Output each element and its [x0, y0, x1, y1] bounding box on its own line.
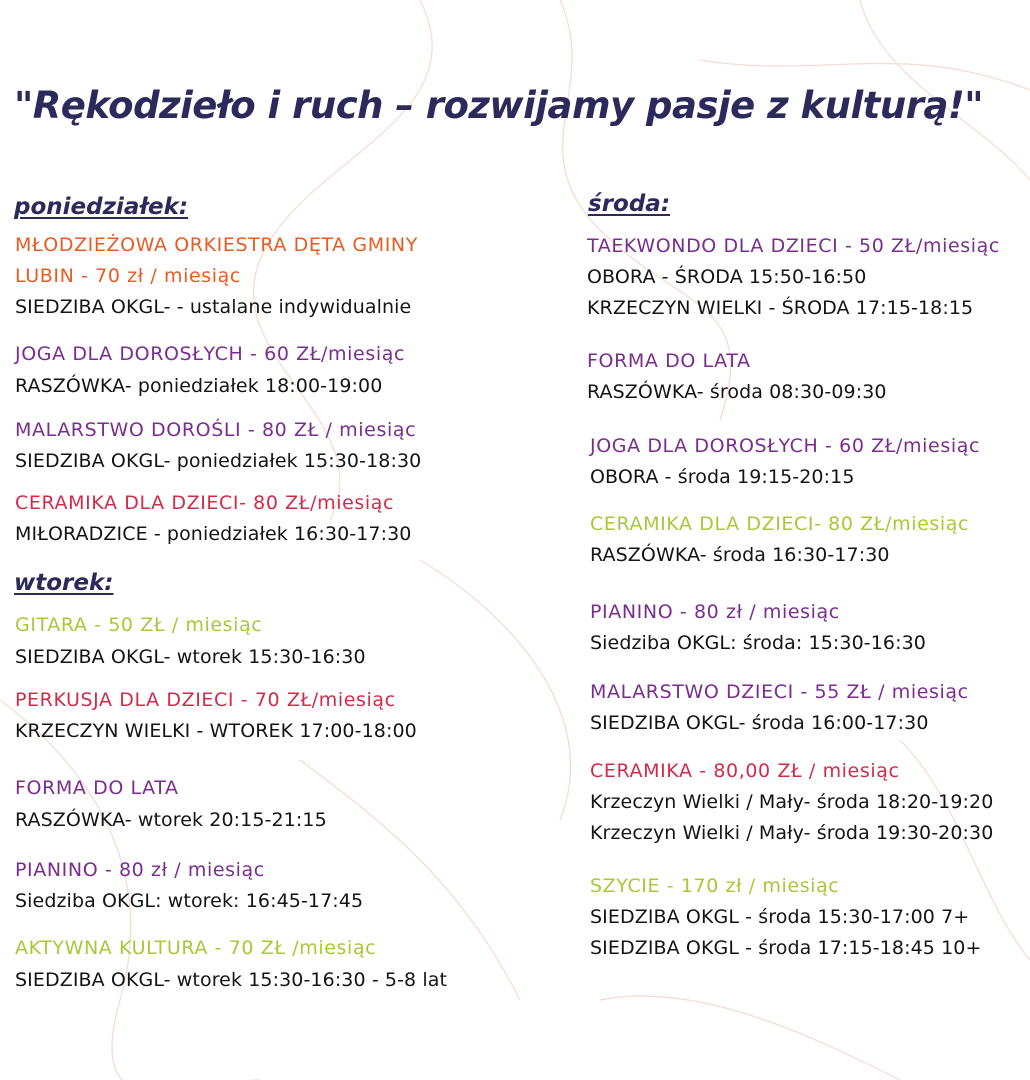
class-name: FORMA DO LATA	[15, 777, 179, 799]
class-schedule: RASZÓWKA- wtorek 20:15-21:15	[15, 809, 327, 831]
day-heading-tuesday: wtorek:	[14, 570, 114, 596]
day-heading-monday: poniedziałek:	[14, 194, 189, 220]
class-schedule: SIEDZIBA OKGL- środa 16:00-17:30	[590, 712, 929, 734]
class-name: MALARSTWO DOROŚLI - 80 ZŁ / miesiąc	[15, 419, 417, 441]
class-name: CERAMIKA - 80,00 ZŁ / miesiąc	[590, 760, 900, 782]
class-name: JOGA DLA DOROSŁYCH - 60 ZŁ/miesiąc	[15, 343, 405, 365]
class-name: TAEKWONDO DLA DZIECI - 50 ZŁ/miesiąc	[587, 235, 1000, 257]
class-schedule: Siedziba OKGL: wtorek: 16:45-17:45	[15, 890, 364, 912]
class-schedule: Krzeczyn Wielki / Mały- środa 19:30-20:30	[590, 822, 994, 844]
class-schedule: Krzeczyn Wielki / Mały- środa 18:20-19:20	[590, 791, 994, 813]
class-name: FORMA DO LATA	[587, 350, 751, 372]
class-schedule: SIEDZIBA OKGL - środa 15:30-17:00 7+	[590, 906, 970, 928]
class-name: JOGA DLA DOROSŁYCH - 60 ZŁ/miesiąc	[590, 435, 980, 457]
class-name: CERAMIKA DLA DZIECI- 80 ZŁ/miesiąc	[590, 513, 970, 535]
class-schedule: KRZECZYN WIELKI - WTOREK 17:00-18:00	[15, 720, 417, 742]
class-schedule: KRZECZYN WIELKI - ŚRODA 17:15-18:15	[587, 297, 974, 319]
class-name: GITARA - 50 ZŁ / miesiąc	[15, 614, 263, 636]
class-name: SZYCIE - 170 zł / miesiąc	[590, 875, 840, 897]
class-schedule: Siedziba OKGL: środa: 15:30-16:30	[590, 632, 926, 654]
class-schedule: SIEDZIBA OKGL- poniedziałek 15:30-18:30	[15, 450, 422, 472]
class-schedule: SIEDZIBA OKGL - środa 17:15-18:45 10+	[590, 937, 982, 959]
class-name: MALARSTWO DZIECI - 55 ZŁ / miesiąc	[590, 681, 969, 703]
day-heading-wednesday: środa:	[588, 191, 671, 217]
class-schedule: OBORA - środa 19:15-20:15	[590, 466, 855, 488]
class-schedule: RASZÓWKA- poniedziałek 18:00-19:00	[15, 375, 383, 397]
class-schedule: MIŁORADZICE - poniedziałek 16:30-17:30	[15, 523, 412, 545]
class-name: PIANINO - 80 zł / miesiąc	[15, 859, 265, 881]
class-name: CERAMIKA DLA DZIECI- 80 ZŁ/miesiąc	[15, 492, 395, 514]
class-schedule: RASZÓWKA- środa 16:30-17:30	[590, 544, 890, 566]
page-title: "Rękodzieło i ruch – rozwijamy pasje z kulturą!"	[14, 84, 984, 127]
class-name: LUBIN - 70 zł / miesiąc	[15, 265, 241, 287]
class-name: AKTYWNA KULTURA - 70 ZŁ /miesiąc	[15, 937, 377, 959]
class-schedule: RASZÓWKA- środa 08:30-09:30	[587, 381, 887, 403]
class-schedule: SIEDZIBA OKGL- - ustalane indywidualnie	[15, 296, 412, 318]
class-name: PIANINO - 80 zł / miesiąc	[590, 601, 840, 623]
class-schedule: SIEDZIBA OKGL- wtorek 15:30-16:30	[15, 646, 366, 668]
class-schedule: SIEDZIBA OKGL- wtorek 15:30-16:30 - 5-8 lat	[15, 969, 448, 991]
class-schedule: OBORA - ŚRODA 15:50-16:50	[587, 266, 867, 288]
class-name: MŁODZIEŻOWA ORKIESTRA DĘTA GMINY	[15, 234, 418, 256]
class-name: PERKUSJA DLA DZIECI - 70 ZŁ/miesiąc	[15, 689, 396, 711]
